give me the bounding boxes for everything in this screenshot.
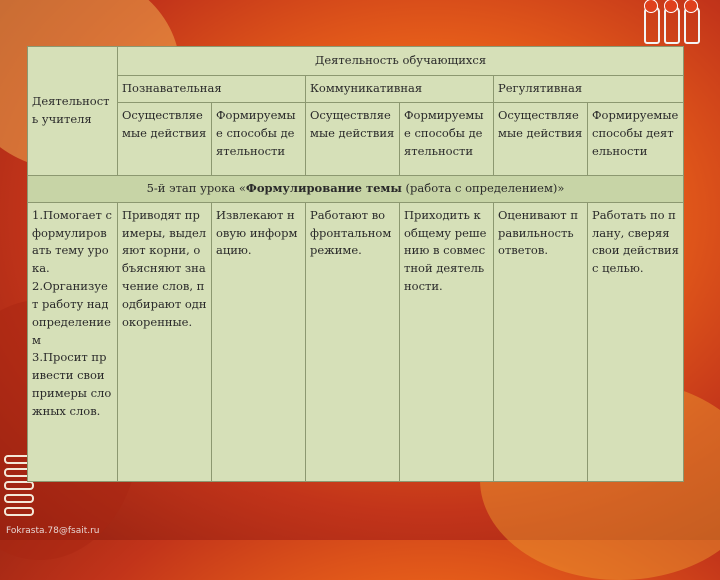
teacher-item: 3.Просит привести свои примеры сложных слов. [32,350,112,418]
cell-regulative-actions: Оценивают правильность ответов. [494,202,588,481]
teacher-item: 1.Помогает сформулировать тему урока. [32,207,112,276]
teacher-item: 2.Организует работу над определением [32,279,111,347]
teacher-activity-cell [28,202,118,481]
subheader-methods: Формируемые способы деятельности [588,103,684,176]
subheader-actions: Осуществляемые действия [306,103,400,176]
cell-cognitive-actions: Приводят примеры, выделяют корни, объясняют значение слов, подбирают однокоренные. [118,202,212,481]
subheader-actions: Осуществляемые действия [118,103,212,176]
group-regulative-header: Регулятивная [494,76,684,103]
stage-title: 5-й этап урока «Формулирование темы (работа с определением)» [28,176,684,203]
subheader-actions: Осуществляемые действия [494,103,588,176]
lesson-table [27,46,684,482]
group-cognitive-header: Познавательная [118,76,306,103]
decorative-rings-icon [644,6,700,44]
cell-communicative-methods: Приходить к общему решению в совместной деятельности. [400,202,494,481]
teacher-activity-header: Деятельность учителя [28,47,118,176]
footer-watermark: Fokrasta.78@fsait.ru [6,526,100,536]
cell-communicative-actions: Работают во фронтальном режиме. [306,202,400,481]
cell-cognitive-methods: Извлекают новую информацию. [212,202,306,481]
subheader-methods: Формируемые способы деятельности [212,103,306,176]
group-communicative-header: Коммуникативная [306,76,494,103]
student-activity-header: Деятельность обучающихся [118,47,684,76]
subheader-methods: Формируемые способы деятельности [400,103,494,176]
cell-regulative-methods: Работать по плану, сверяя свои действия с целью. [588,202,684,481]
